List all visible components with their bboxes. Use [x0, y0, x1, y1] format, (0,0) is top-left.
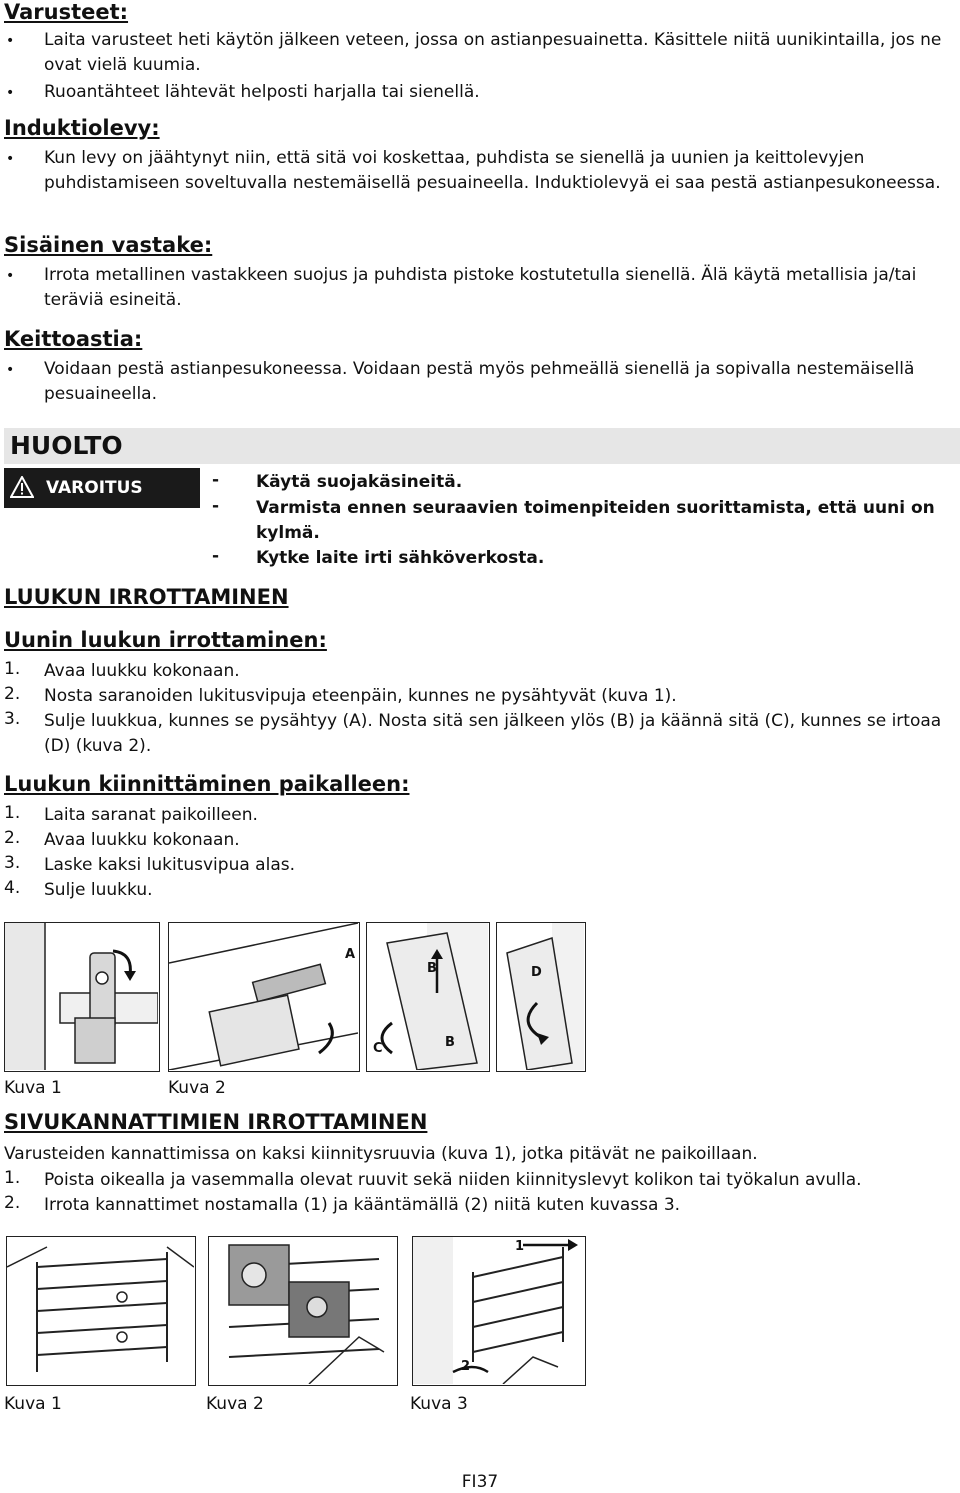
figure-label-2: 2 [461, 1359, 471, 1374]
warning-box [4, 468, 200, 508]
warning-item-3: Kytke laite irti sähköverkosta. [256, 548, 545, 568]
step-number: 4. [4, 878, 21, 898]
bullet: • [6, 85, 15, 101]
step-text: Irrota kannattimet nostamalla (1) ja kääntämällä (2) niitä kuten kuvassa 3. [44, 1195, 681, 1215]
page-number: FI37 [461, 1472, 499, 1492]
bullet: • [6, 268, 15, 284]
caption-kuva-2: Kuva 2 [206, 1394, 264, 1414]
varusteet-heading: Varusteet: [4, 0, 129, 24]
warning-label: VAROITUS [46, 478, 143, 498]
step-text: Sulje luukkua, kunnes se pysähtyy (A). Nosta sitä sen jälkeen ylös (B) ja käännä sitä (C), kunnes se irtoaa (D) (kuva 2). [44, 711, 942, 756]
figure-label-b: B [427, 961, 437, 976]
step-text: Avaa luukku kokonaan. [44, 830, 240, 850]
caption-kuva-3: Kuva 3 [410, 1394, 468, 1414]
figure-label-1: 1 [515, 1239, 525, 1254]
warning-dash: - [212, 470, 220, 490]
luukun-title: LUUKUN IRROTTAMINEN [4, 585, 289, 609]
bullet: • [6, 151, 15, 167]
sivu-title: SIVUKANNATTIMIEN IRROTTAMINEN [4, 1110, 428, 1134]
keittoastia-item-1: Voidaan pestä astianpesukoneessa. Voidaan pestä myös pehmeällä sienellä ja sopivalla nestemäisellä pesuaineella. [44, 359, 915, 404]
warning-item-2: Varmista ennen seuraavien toimenpiteiden suorittamista, että uuni on kylmä. [256, 498, 935, 543]
rack-figure-3 [412, 1236, 586, 1386]
figure-label-c: C [373, 1041, 383, 1056]
varusteet-item-1: Laita varusteet heti käytön jälkeen veteen, jossa on astianpesuainetta. Käsittele niitä uunikintailla, jos ne ovat vielä kuumia. [44, 30, 942, 75]
figure-label-b2: B [445, 1035, 455, 1050]
figure-label-d: D [531, 965, 542, 980]
warning-dash: - [212, 546, 220, 566]
keittoastia-heading: Keittoastia: [4, 327, 143, 351]
door-removal-illustration [169, 923, 358, 1070]
warning-triangle-icon [10, 476, 34, 498]
rack-figure-1 [6, 1236, 196, 1386]
luukun-sub1: Uunin luukun irrottaminen: [4, 628, 327, 652]
caption-kuva-1: Kuva 1 [4, 1078, 62, 1098]
step-number: 3. [4, 709, 21, 729]
door-figure-2a [168, 922, 360, 1072]
door-figure-1 [4, 922, 160, 1072]
step-text: Poista oikealla ja vasemmalla olevat ruuvit sekä niiden kiinnityslevyt kolikon tai työkalun avulla. [44, 1170, 862, 1190]
step-text: Sulje luukku. [44, 880, 153, 900]
caption-kuva-2: Kuva 2 [168, 1078, 226, 1098]
sisainen-heading: Sisäinen vastake: [4, 233, 213, 257]
step-number: 2. [4, 828, 21, 848]
step-number: 2. [4, 1193, 21, 1213]
side-rack-illustration-1 [7, 1237, 194, 1384]
hinge-lever-illustration [5, 923, 158, 1070]
step-number: 1. [4, 659, 21, 679]
huolto-title: HUOLTO [4, 428, 960, 464]
step-number: 2. [4, 684, 21, 704]
figure-label-a: A [345, 947, 356, 962]
bullet: • [6, 362, 15, 378]
step-text: Nosta saranoiden lukitusvipuja eteenpäin, kunnes ne pysähtyvät (kuva 1). [44, 686, 677, 706]
door-detach-illustration [497, 923, 584, 1070]
step-text: Laske kaksi lukitusvipua alas. [44, 855, 295, 875]
warning-item-1: Käytä suojakäsineitä. [256, 472, 463, 492]
step-number: 1. [4, 1168, 21, 1188]
rack-figure-2 [208, 1236, 398, 1386]
varusteet-item-2: Ruoantähteet lähtevät helposti harjalla tai sienellä. [44, 82, 480, 102]
caption-kuva-1: Kuva 1 [4, 1394, 62, 1414]
induktiolevy-heading: Induktiolevy: [4, 116, 160, 140]
sisainen-item-1: Irrota metallinen vastakkeen suojus ja puhdista pistoke kostutetulla sienellä. Älä käytä metallisia ja/tai teräviä esineitä. [44, 265, 917, 310]
step-number: 1. [4, 803, 21, 823]
luukun-sub2: Luukun kiinnittäminen paikalleen: [4, 772, 410, 796]
door-figure-2c [496, 922, 586, 1072]
step-text: Avaa luukku kokonaan. [44, 661, 240, 681]
side-rack-illustration-2 [209, 1237, 396, 1384]
side-rack-illustration-3 [413, 1237, 584, 1384]
step-number: 3. [4, 853, 21, 873]
bullet: • [6, 33, 15, 49]
door-lift-illustration [367, 923, 488, 1070]
induktiolevy-item-1: Kun levy on jäähtynyt niin, että sitä voi koskettaa, puhdista se sienellä ja uunien ja keittolevyjen puhdistamiseen soveltuvalla nestemäisellä pesuaineella. Induktiolevyä ei saa pestä astianpesukoneessa. [44, 148, 941, 193]
step-text: Laita saranat paikoilleen. [44, 805, 258, 825]
warning-dash: - [212, 496, 220, 516]
sivu-intro: Varusteiden kannattimissa on kaksi kiinnitysruuvia (kuva 1), jotka pitävät ne paikoillaan. [4, 1144, 758, 1164]
door-figure-2b [366, 922, 490, 1072]
